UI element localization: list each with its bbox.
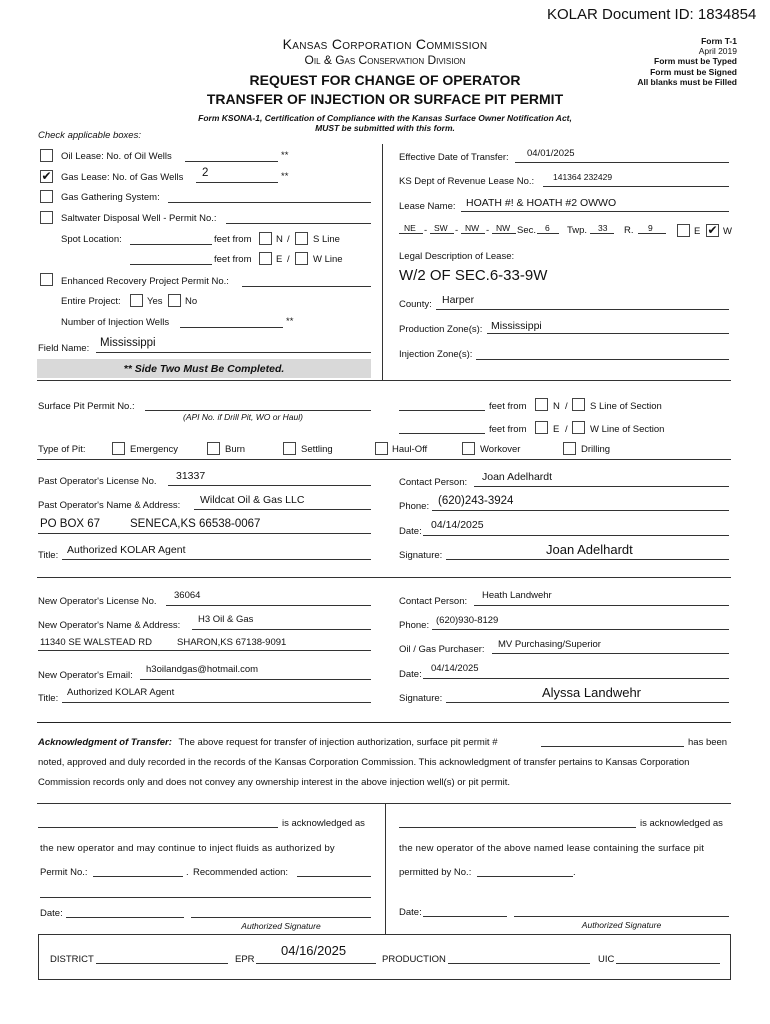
pit-s-label: S Line of Section [590, 401, 662, 412]
saltwater-checkbox[interactable] [40, 211, 53, 224]
quarter-1-field[interactable] [399, 233, 423, 234]
gas-lease-label: Gas Lease: No. of Gas Wells [61, 172, 184, 183]
past-license-label: Past Operator's License No. [38, 476, 157, 487]
new-phone-label: Phone: [399, 620, 430, 631]
ack-left-recommended-label: Recommended action: [193, 867, 289, 878]
sec-field[interactable] [537, 233, 559, 234]
entire-project-no-checkbox[interactable] [168, 294, 181, 307]
effective-date-value: 04/01/2025 [527, 148, 575, 159]
pit-type-hauloff-checkbox[interactable] [375, 442, 388, 455]
spot-feet-from-2: feet from [214, 254, 252, 265]
enhanced-permit-field[interactable] [242, 286, 371, 287]
enhanced-recovery-label: Enhanced Recovery Project Permit No.: [61, 276, 229, 287]
past-license-value: 31337 [176, 470, 206, 482]
quarter-2-field[interactable] [430, 233, 454, 234]
ack-column-divider [385, 803, 386, 935]
injection-zone-field[interactable] [476, 359, 729, 360]
ack-text-3: Commission records only and does not convey any ownership interest in the above injection well(s) or pit permit. [38, 777, 511, 788]
pit-type-emergency-checkbox[interactable] [112, 442, 125, 455]
section-divider-3 [37, 577, 731, 578]
section-divider-5 [37, 803, 731, 804]
range-w-label: W [723, 226, 732, 237]
form-title-2: TRANSFER OF INJECTION OR SURFACE PIT PERMIT [206, 91, 564, 107]
ack-right-date-label: Date: [399, 907, 422, 918]
section-divider-4 [37, 722, 731, 723]
range-e-checkbox[interactable] [677, 224, 690, 237]
side-two-text: ** Side Two Must Be Completed. [123, 363, 285, 375]
spot-w-checkbox[interactable] [295, 252, 308, 265]
entire-project-label: Entire Project: [61, 296, 121, 307]
new-signature-label: Signature: [399, 693, 443, 704]
pit-type-hauloff-label: Haul-Off [392, 444, 428, 455]
ack-right-permitted-label: permitted by No.: [399, 867, 472, 878]
uic-field[interactable] [616, 963, 720, 964]
range-field[interactable] [638, 233, 666, 234]
range-value: 9 [648, 223, 653, 233]
past-date-label: Date: [399, 526, 422, 537]
production-field[interactable] [448, 963, 590, 964]
county-label: County: [399, 299, 432, 310]
past-date-field[interactable] [423, 535, 729, 536]
new-license-field[interactable] [166, 605, 371, 606]
twp-field[interactable] [590, 233, 614, 234]
quarter-4-field[interactable] [492, 233, 516, 234]
new-phone-value: (620)930-8129 [436, 615, 499, 626]
epr-field[interactable] [256, 963, 376, 964]
spot-ns-feet-field[interactable] [130, 244, 212, 245]
entire-project-yes-label: Yes [147, 296, 163, 307]
ack-left-text: the new operator and may continue to inject fluids as authorized by [40, 843, 335, 854]
new-name-label: New Operator's Name & Address: [38, 620, 181, 631]
ks-dept-field[interactable] [543, 186, 729, 187]
lease-name-label: Lease Name: [399, 201, 456, 212]
quarter-1-value: NE [404, 223, 416, 233]
document-id: KOLAR Document ID: 1834854 [547, 6, 757, 23]
past-phone-value: (620)243-3924 [438, 495, 514, 507]
ks-dept-value: 141364 232429 [553, 172, 613, 182]
form-number: Form T-1 [701, 36, 737, 46]
gas-lease-checkbox[interactable]: ✔ [41, 169, 52, 183]
sec-value: 6 [545, 223, 550, 233]
past-contact-field[interactable] [474, 486, 729, 487]
pit-type-workover-checkbox[interactable] [462, 442, 475, 455]
spot-n-checkbox[interactable] [259, 232, 272, 245]
pit-type-burn-label: Burn [225, 444, 246, 455]
new-email-value: h3oilandgas@hotmail.com [146, 664, 259, 675]
past-address-1: PO BOX 67 [40, 518, 101, 530]
ack-left-recommended-field[interactable] [297, 876, 371, 877]
range-w-checkbox[interactable]: ✔ [707, 223, 718, 237]
past-contact-value: Joan Adelhardt [482, 471, 553, 483]
past-phone-field[interactable] [432, 510, 729, 511]
oil-lease-label: Oil Lease: No. of Oil Wells [61, 151, 172, 162]
ack-left-name-field[interactable] [38, 827, 278, 828]
new-email-field[interactable] [140, 679, 371, 680]
pit-e-checkbox[interactable] [535, 421, 548, 434]
field-name-field[interactable] [96, 352, 371, 353]
ack-text-2: noted, approved and duly recorded in the records of the Kansas Corporation Commission. This acknowledgment of transfer pertains to Kansas Corporation [38, 757, 690, 768]
form-subtitle-2: MUST be submitted with this form. [315, 123, 455, 133]
surface-pit-label: Surface Pit Permit No.: [38, 401, 135, 412]
production-label: PRODUCTION [382, 954, 446, 965]
past-phone-label: Phone: [399, 501, 430, 512]
spot-s-checkbox[interactable] [295, 232, 308, 245]
past-signature-value: Joan Adelhardt [546, 542, 633, 557]
pit-n-label: N [553, 401, 560, 412]
quarter-3-field[interactable] [461, 233, 485, 234]
new-address-1: 11340 SE WALSTEAD RD [40, 637, 152, 648]
ks-dept-label: KS Dept of Revenue Lease No.: [399, 176, 535, 187]
injection-wells-stars: ** [286, 316, 294, 327]
ack-right-permitted-field[interactable] [477, 876, 573, 877]
production-zone-label: Production Zone(s): [399, 324, 483, 335]
new-name-field[interactable] [192, 629, 371, 630]
injection-wells-field[interactable] [180, 327, 283, 328]
ack-left-auth-sig: Authorized Signature [241, 921, 321, 931]
ack-right-name-field[interactable] [399, 827, 636, 828]
past-license-field[interactable] [168, 485, 371, 486]
agency-name: Kansas Corporation Commission [282, 36, 488, 52]
past-name-label: Past Operator's Name & Address: [38, 500, 181, 511]
spot-location-label: Spot Location: [61, 234, 122, 245]
ack-label: Acknowledgment of Transfer: [38, 737, 172, 748]
pit-type-emergency-label: Emergency [130, 444, 179, 455]
gas-wells-field[interactable] [196, 182, 278, 183]
surface-pit-field[interactable] [145, 410, 371, 411]
api-note: (API No. if Drill Pit, WO or Haul) [183, 412, 303, 422]
epr-value: 04/16/2025 [281, 943, 347, 958]
new-name-value: H3 Oil & Gas [198, 614, 254, 625]
sec-label: Sec. [517, 225, 537, 236]
legal-description-value: W/2 OF SEC.6-33-9W [399, 267, 548, 284]
epr-label: EPR [235, 954, 255, 965]
new-address-field[interactable] [38, 650, 371, 651]
new-contact-label: Contact Person: [399, 596, 468, 607]
past-title-label: Title: [38, 550, 59, 561]
pit-type-drilling-label: Drilling [581, 444, 611, 455]
ack-permit-field[interactable] [541, 746, 684, 747]
new-title-field[interactable] [62, 702, 371, 703]
twp-value: 33 [598, 223, 608, 233]
new-signature-value: Alyssa Landwehr [542, 685, 641, 700]
new-title-value: Authorized KOLAR Agent [67, 687, 175, 698]
county-value: Harper [442, 294, 475, 306]
saltwater-label: Saltwater Disposal Well - Permit No.: [61, 213, 217, 224]
spot-s-label: S Line [313, 234, 340, 245]
quarter-4-value: NW [496, 223, 511, 233]
legal-description-label: Legal Description of Lease: [399, 251, 515, 262]
ack-right-date-field[interactable] [423, 916, 507, 917]
pit-s-checkbox[interactable] [572, 398, 585, 411]
spot-ew-feet-field[interactable] [130, 264, 212, 265]
twp-label: Twp. [567, 225, 588, 236]
lease-name-field[interactable] [461, 211, 729, 212]
section-divider-2 [37, 459, 731, 460]
spot-feet-from-1: feet from [214, 234, 252, 245]
production-zone-value: Mississippi [491, 320, 542, 332]
new-license-label: New Operator's License No. [38, 596, 157, 607]
pit-feet-from-1: feet from [489, 401, 527, 412]
spot-n-label: N [276, 234, 283, 245]
past-name-field[interactable] [194, 509, 371, 510]
gas-gathering-checkbox[interactable] [40, 190, 53, 203]
gas-wells-stars: ** [281, 171, 289, 182]
lease-name-value: HOATH #! & HOATH #2 OWWO [466, 197, 617, 209]
past-contact-label: Contact Person: [399, 477, 468, 488]
pit-type-settling-checkbox[interactable] [283, 442, 296, 455]
spot-w-label: W Line [313, 254, 343, 265]
new-date-field[interactable] [423, 678, 729, 679]
past-address-2: SENECA,KS 66538-0067 [130, 518, 261, 530]
form-note-typed: Form must be Typed [654, 56, 737, 66]
pit-type-workover-label: Workover [480, 444, 521, 455]
new-signature-field[interactable] [446, 702, 729, 703]
purchaser-field[interactable] [492, 653, 729, 654]
past-date-value: 04/14/2025 [431, 519, 484, 531]
oil-wells-field[interactable] [185, 161, 278, 162]
purchaser-value: MV Purchasing/Superior [498, 639, 601, 650]
effective-date-field[interactable] [515, 162, 729, 163]
division-name: Oil & Gas Conservation Division [304, 53, 466, 67]
uic-label: UIC [598, 954, 615, 965]
county-field[interactable] [436, 309, 729, 310]
purchaser-label: Oil / Gas Purchaser: [399, 644, 485, 655]
new-title-label: Title: [38, 693, 59, 704]
ack-right-is-ack: is acknowledged as [640, 818, 723, 829]
injection-zone-label: Injection Zone(s): [399, 349, 473, 360]
entire-project-yes-checkbox[interactable] [130, 294, 143, 307]
range-e-label: E [694, 226, 701, 237]
pit-n-checkbox[interactable] [535, 398, 548, 411]
pit-w-label: W Line of Section [590, 424, 665, 435]
entire-project-no-label: No [185, 296, 198, 307]
spot-e-label: E [276, 254, 283, 265]
district-field[interactable] [96, 963, 228, 964]
section-divider-1 [37, 380, 731, 381]
ack-right-auth-sig: Authorized Signature [581, 920, 662, 930]
ack-line-1 [38, 737, 498, 748]
oil-lease-checkbox[interactable] [40, 149, 53, 162]
effective-date-label: Effective Date of Transfer: [399, 152, 509, 163]
quarter-2-value: SW [434, 223, 448, 233]
ack-left-permit-label: Permit No.: [40, 867, 88, 878]
saltwater-permit-field[interactable] [226, 223, 371, 224]
new-date-label: Date: [399, 669, 422, 680]
ack-left-signature-field[interactable] [191, 917, 371, 918]
oil-wells-stars: ** [281, 150, 289, 161]
ack-has-been: has been [688, 737, 728, 748]
pit-ns-feet-field[interactable] [399, 410, 485, 411]
form-title-1: REQUEST FOR CHANGE OF OPERATOR [249, 72, 521, 88]
ack-left-permit-field[interactable] [93, 876, 183, 877]
gas-gathering-label: Gas Gathering System: [61, 192, 160, 203]
field-name-value: Mississippi [100, 337, 156, 349]
field-name-label: Field Name: [38, 343, 90, 354]
new-contact-field[interactable] [474, 605, 729, 606]
past-address-field[interactable] [38, 533, 371, 534]
production-zone-field[interactable] [487, 333, 729, 334]
new-email-label: New Operator's Email: [38, 670, 133, 681]
new-address-2: SHARON,KS 67138-9091 [177, 637, 287, 648]
form-note-signed: Form must be Signed [650, 67, 737, 77]
pit-type-drilling-checkbox[interactable] [563, 442, 576, 455]
form-note-filled: All blanks must be Filled [637, 77, 737, 87]
new-contact-value: Heath Landwehr [482, 590, 552, 601]
past-title-field[interactable] [62, 559, 371, 560]
ack-left-date-label: Date: [40, 908, 63, 919]
injection-wells-label: Number of Injection Wells [61, 317, 170, 328]
past-signature-field[interactable] [446, 559, 729, 560]
ack-left-extra-field[interactable] [40, 897, 371, 898]
form-subtitle-1: Form KSONA-1, Certification of Compliance with the Kansas Surface Owner Notification Act, [198, 113, 572, 123]
enhanced-recovery-checkbox[interactable] [40, 273, 53, 286]
ack-left-is-ack: is acknowledged as [282, 818, 365, 829]
new-license-value: 36064 [174, 590, 201, 601]
new-date-value: 04/14/2025 [431, 663, 479, 674]
gas-wells-value: 2 [202, 167, 209, 179]
ack-right-text: the new operator of the above named lease containing the surface pit [399, 843, 705, 854]
pit-type-burn-checkbox[interactable] [207, 442, 220, 455]
past-title-value: Authorized KOLAR Agent [67, 544, 186, 556]
past-signature-label: Signature: [399, 550, 443, 561]
pit-feet-from-2: feet from [489, 424, 527, 435]
form-date: April 2019 [698, 46, 737, 56]
column-divider [382, 144, 383, 380]
past-name-value: Wildcat Oil & Gas LLC [200, 494, 305, 506]
pit-type-settling-label: Settling [301, 444, 333, 455]
quarter-3-value: NW [465, 223, 480, 233]
ack-right-signature-field[interactable] [514, 916, 729, 917]
pit-e-label: E [553, 424, 560, 435]
gas-gathering-field[interactable] [168, 202, 371, 203]
spot-e-checkbox[interactable] [259, 252, 272, 265]
pit-type-label: Type of Pit: [38, 444, 86, 455]
pit-ew-feet-field[interactable] [399, 433, 485, 434]
range-label: R. [624, 225, 634, 236]
ack-left-date-field[interactable] [66, 917, 184, 918]
check-boxes-label: Check applicable boxes: [38, 130, 141, 141]
new-phone-field[interactable] [432, 629, 729, 630]
district-label: DISTRICT [50, 954, 94, 965]
pit-w-checkbox[interactable] [572, 421, 585, 434]
ack-text-1: The above request for transfer of injection authorization, surface pit permit # [178, 737, 498, 748]
